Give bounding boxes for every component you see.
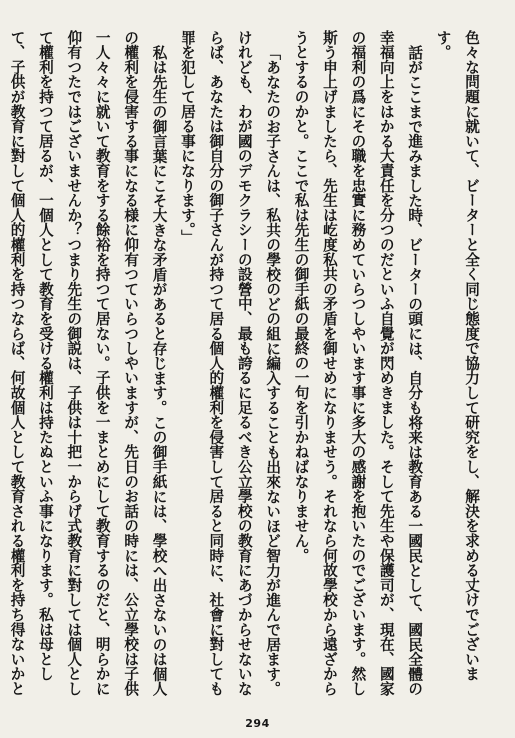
paragraph-1: 色々な問題に就いて、ビーターと全く同じ態度で協力して研究をし、解決を求める丈けでございます。 <box>434 30 480 682</box>
page-number: 294 <box>245 717 270 730</box>
paragraph-3: 「あなたのお子さんは、私共の學校のどの組に編入することも出來ないほど智力が進んで居ます。けれども、わが國のデモクラシーの設營中、最も誇るに足るべき公立學校の教育にあづからせないならば、あなたは御自分の御子さんが持つて居る個人的權利を侵害して居ると同時に、社會に對しても罪を犯して居る事になります。」 <box>178 30 282 696</box>
paragraph-4: 私は先生の御言葉にこそ大きな矛盾があると存じます。この御手紙には、學校へ出さないのは個人の權利を侵害する事になる様に仰有つていらつしやいますが、先日のお話の時には、公立學校は子供一人々々に就いて教育をする餘裕を持つて居ない。子供を一まとめにして教育するのだと、明らかに仰有つたではございませんか？つまり先生の御説は、子供は十把一からげ式教育に對しては個人として權利を持つて居るが、一個人として教育を受ける權利は持たぬといふ事になります。私は母として、子供が教育に對して個人的權利を持つならば、何故個人として教育される權利を持ち得ないかと <box>8 30 168 696</box>
paragraph-2: 話がここまで進みました時、ビーターの頭には、自分も将来は教育ある一國民として、國民全體の幸福向上をはかる大責任を分つのだといふ自覺が閃めきました。そして先生や保護司が、現在、國家の福利の爲にその職を忠實に務めていらつしやいます事に多大の感謝を抱いたのでございます。然し斯う申上げましたら、先生は屹度私共の矛盾を御せめになりませう。それなら何故學校から遠ざからうとするのかと。ここで私は先生の御手紙の最終の一句を引かねばなりません。 <box>292 30 424 696</box>
vertical-text-block <box>8 30 485 700</box>
